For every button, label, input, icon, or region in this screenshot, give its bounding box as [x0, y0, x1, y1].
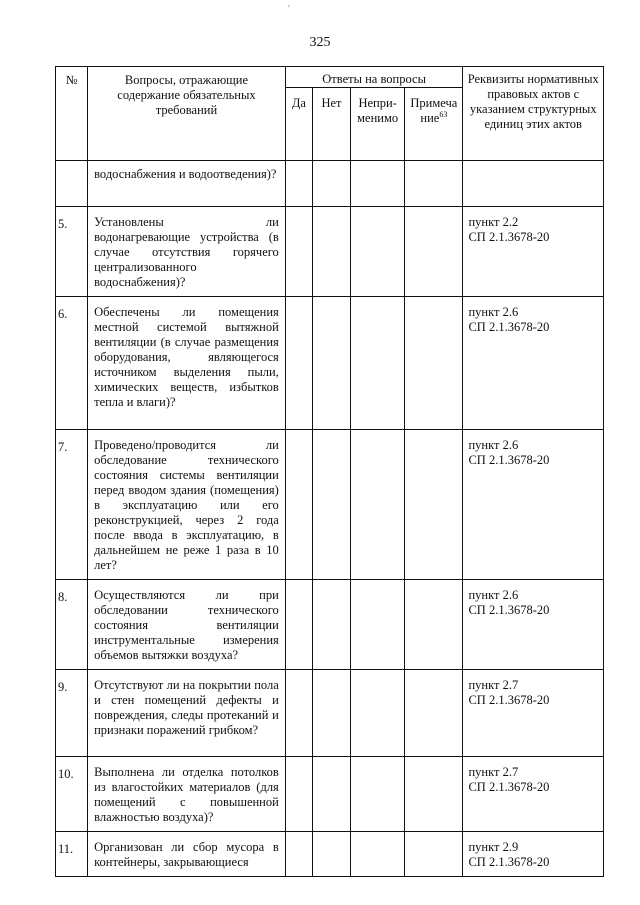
ref-line: СП 2.1.3678-20 [468, 780, 550, 794]
table-row [56, 757, 604, 832]
header-note-footnote: 63 [439, 109, 448, 119]
answer-na-cell [351, 670, 405, 757]
table-row [56, 297, 604, 430]
answer-no-cell [312, 832, 350, 877]
answer-no-cell [312, 670, 350, 757]
answer-yes-cell [285, 757, 312, 832]
ref-line: пункт 2.7 [468, 765, 519, 779]
ref-line: пункт 2.7 [468, 678, 519, 692]
answer-yes-cell [285, 161, 312, 207]
row-question: водоснабжения и водоотведения)? [88, 161, 286, 207]
answer-yes-cell [285, 832, 312, 877]
answer-note-cell [405, 430, 463, 580]
table-row [56, 430, 604, 580]
header-not-applicable: Непри-менимо [351, 88, 405, 161]
row-number: 7. [56, 430, 88, 580]
scan-mark: ' [288, 4, 290, 15]
ref-line: СП 2.1.3678-20 [468, 230, 550, 244]
answer-no-cell [312, 161, 350, 207]
answer-note-cell [405, 580, 463, 670]
answer-no-cell [312, 297, 350, 430]
row-reference [463, 580, 604, 670]
row-number: 9. [56, 670, 88, 757]
answer-na-cell [351, 580, 405, 670]
row-reference [463, 832, 604, 877]
row-question: Установлены ли водонагревающие устройства (в случае отсутствия горячего централизованного водоснабжения)? [88, 207, 286, 297]
answer-no-cell [312, 430, 350, 580]
answer-yes-cell [285, 670, 312, 757]
ref-line: пункт 2.2 [468, 215, 519, 229]
ref-line: пункт 2.6 [468, 438, 519, 452]
row-number: 8. [56, 580, 88, 670]
answer-no-cell [312, 580, 350, 670]
table-row [56, 670, 604, 757]
header-no: Нет [312, 88, 350, 161]
ref-line: СП 2.1.3678-20 [468, 603, 550, 617]
header-question: Вопросы, отражающие содержание обязательных требований [88, 67, 286, 161]
row-number: 11. [56, 832, 88, 877]
ref-line: пункт 2.9 [468, 840, 519, 854]
header-number: № [56, 67, 88, 161]
row-number: 5. [56, 207, 88, 297]
answer-no-cell [312, 207, 350, 297]
answer-note-cell [405, 832, 463, 877]
header-requisites: Реквизиты нормативных правовых актов с указанием структурных единиц этих актов [463, 67, 604, 161]
row-reference [463, 297, 604, 430]
table-row [56, 832, 604, 877]
row-reference [463, 430, 604, 580]
ref-line: пункт 2.6 [468, 588, 519, 602]
answer-no-cell [312, 757, 350, 832]
answer-note-cell [405, 207, 463, 297]
answer-note-cell [405, 297, 463, 430]
requirements-table [55, 66, 604, 877]
ref-line: пункт 2.6 [468, 305, 519, 319]
ref-line: СП 2.1.3678-20 [468, 320, 550, 334]
row-question: Обеспечены ли помещения местной системой вытяжной вентиляции (в случае размещения оборудования, являющегося источником выделения пыли, химических веществ, избытков тепла и влаги)? [88, 297, 286, 430]
row-question: Отсутствуют ли на покрытии пола и стен помещений дефекты и повреждения, следы протеканий и признаки поражений грибком? [88, 670, 286, 757]
answer-yes-cell [285, 430, 312, 580]
answer-yes-cell [285, 297, 312, 430]
answer-note-cell [405, 670, 463, 757]
row-question: Проведено/проводится ли обследование технического состояния системы вентиляции перед вводом здания (помещения) в эксплуатацию или его реконструкцией, через 2 года после ввода в эксплуатацию, в дальнейшем не реже 1 раза в 10 лет? [88, 430, 286, 580]
row-reference [463, 161, 604, 207]
row-reference [463, 207, 604, 297]
table-row [56, 161, 604, 207]
header-yes: Да [285, 88, 312, 161]
page-number: 325 [309, 35, 331, 50]
answer-na-cell [351, 430, 405, 580]
answer-na-cell [351, 832, 405, 877]
row-question: Осуществляются ли при обследовании технического состояния вентиляции инструментальные измерения объемов вытяжки воздуха? [88, 580, 286, 670]
header-answers: Ответы на вопросы [285, 67, 463, 88]
ref-line: СП 2.1.3678-20 [468, 453, 550, 467]
table-row [56, 580, 604, 670]
header-note-label: Примеча ние [410, 96, 458, 125]
answer-na-cell [351, 207, 405, 297]
row-number: 6. [56, 297, 88, 430]
row-number [56, 161, 88, 207]
ref-line: СП 2.1.3678-20 [468, 855, 550, 869]
row-reference [463, 757, 604, 832]
answer-na-cell [351, 757, 405, 832]
header-note [405, 88, 463, 161]
row-question: Выполнена ли отделка потолков из влагостойких материалов (для помещений с повышенной влажностью воздуха)? [88, 757, 286, 832]
answer-note-cell [405, 161, 463, 207]
row-number: 10. [56, 757, 88, 832]
table-row [56, 207, 604, 297]
answer-na-cell [351, 297, 405, 430]
ref-line: СП 2.1.3678-20 [468, 693, 550, 707]
answer-yes-cell [285, 207, 312, 297]
answer-note-cell [405, 757, 463, 832]
answer-na-cell [351, 161, 405, 207]
answer-yes-cell [285, 580, 312, 670]
row-reference [463, 670, 604, 757]
row-question: Организован ли сбор мусора в контейнеры, закрывающиеся [88, 832, 286, 877]
